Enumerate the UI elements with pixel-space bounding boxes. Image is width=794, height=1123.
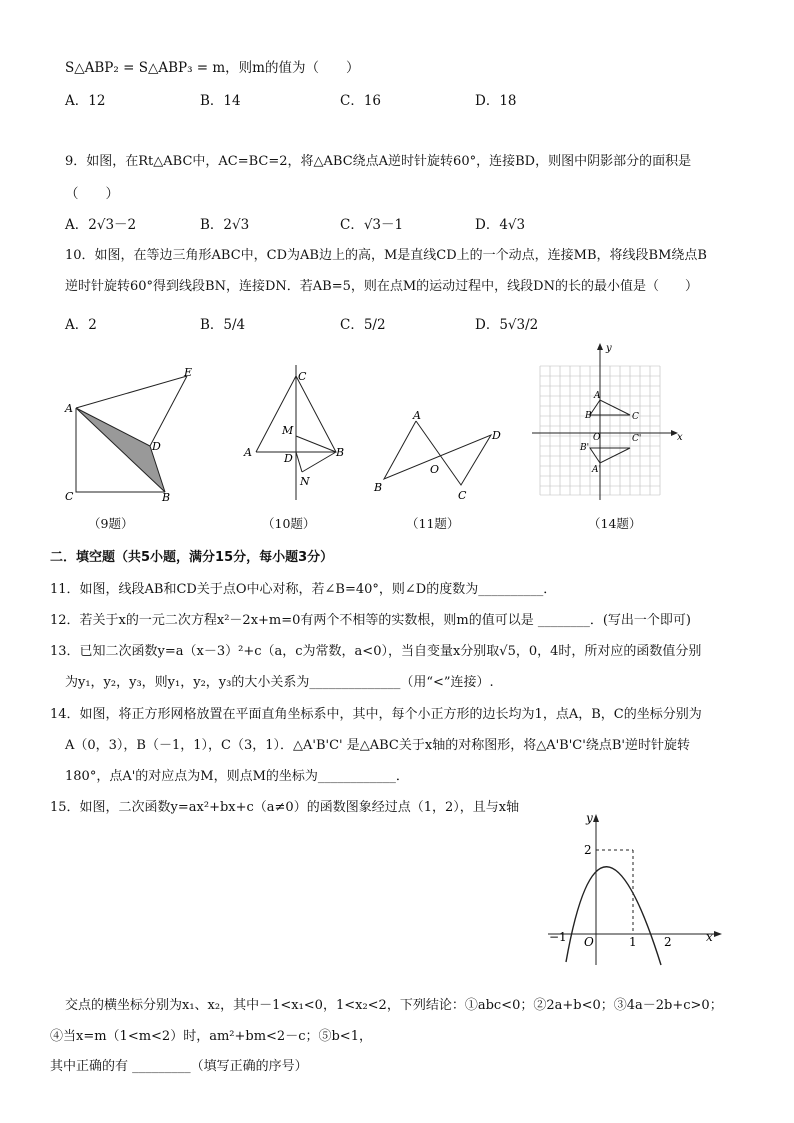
fig15-label-two-x: 2 xyxy=(664,935,672,949)
q10-option-d: D．5√3/2 xyxy=(475,317,539,333)
fig14-label-b: B xyxy=(585,411,592,421)
fig14-label-o: O xyxy=(593,433,601,443)
q9-line2: （ ） xyxy=(65,186,119,202)
fig14-label-x: x xyxy=(677,432,683,443)
q10-option-b: B．5/4 xyxy=(200,317,246,333)
q13-line1: 13．已知二次函数y=a（x－3）²+c（a，c为常数，a<0），当自变量x分别取√5，0，4时，所对应的函数值分别 xyxy=(50,644,702,659)
fig11-label-a: A xyxy=(413,409,421,422)
q9-option-a: A．2√3－2 xyxy=(65,217,137,233)
fig14-label-c: C xyxy=(632,412,639,422)
fig11-label-c: C xyxy=(458,489,467,502)
q15-line3: ④当x=m（1<m<2）时，am²+bm<2－c；⑤b<1， xyxy=(50,1029,372,1044)
fig9-label-a: A xyxy=(65,402,73,415)
fig14-label-a-prime: A' xyxy=(592,465,601,475)
fig14-label-y: y xyxy=(606,343,612,354)
fig10-label-c: C xyxy=(298,370,307,383)
q11-text: 11．如图，线段AB和CD关于点O中心对称，若∠B=40°，则∠D的度数为__________． xyxy=(50,582,557,597)
caption-fig-10: （10题） xyxy=(262,516,316,531)
q8-option-d: D．18 xyxy=(475,93,517,109)
q8-option-c: C．16 xyxy=(340,93,382,109)
fig10-label-m: M xyxy=(282,424,294,437)
caption-fig-11: （11题） xyxy=(406,516,460,531)
q8-option-b: B．14 xyxy=(200,93,241,109)
q10-option-a: A．2 xyxy=(65,317,97,333)
q8-option-a: A．12 xyxy=(65,93,106,109)
q9-option-b: B．2√3 xyxy=(200,217,250,233)
section-2-heading: 二．填空题（共5小题，满分15分，每小题3分） xyxy=(50,550,334,565)
caption-fig-14: （14题） xyxy=(588,516,642,531)
fig11-label-o: O xyxy=(430,463,440,476)
q12-text: 12．若关于x的一元二次方程x²－2x+m=0有两个不相等的实数根，则m的值可以是 ________．(写出一个即可) xyxy=(50,613,692,628)
fig15-label-neg-one: −1 xyxy=(549,930,567,944)
q14-line3: 180°，点A'的对应点为M，则点M的坐标为____________． xyxy=(65,769,409,784)
fig15-label-x: x xyxy=(706,930,713,944)
q10-option-c: C．5/2 xyxy=(340,317,386,333)
fig15-label-two-y: 2 xyxy=(584,843,592,857)
fig10-label-a: A xyxy=(244,446,252,459)
figure-11 xyxy=(370,405,510,505)
figure-14-grid xyxy=(530,340,690,505)
q9-option-d: D．4√3 xyxy=(475,217,526,233)
fig11-label-d: D xyxy=(492,429,501,442)
q13-line2: 为y₁，y₂，y₃，则y₁，y₂，y₃的大小关系为______________（用“<”连接）. xyxy=(65,675,494,690)
fig10-label-b: B xyxy=(336,446,345,459)
figure-9 xyxy=(60,360,210,505)
q15-line4: 其中正确的有 _________（填写正确的序号） xyxy=(50,1059,308,1074)
fig9-label-b: B xyxy=(162,491,171,504)
fig9-label-d: D xyxy=(152,440,161,453)
q9-option-c: C．√3－1 xyxy=(340,217,404,233)
q9-line1: 9．如图，在Rt△ABC中，AC=BC=2，将△ABC绕点A逆时针旋转60°，连接BD，则图中阴影部分的面积是 xyxy=(65,154,692,169)
fig9-label-c: C xyxy=(65,490,74,503)
fig9-label-e: E xyxy=(184,366,193,379)
fig14-label-c-prime: C' xyxy=(632,434,642,444)
fig15-label-one: 1 xyxy=(629,935,637,949)
fig14-label-b-prime: B' xyxy=(580,443,590,453)
fig10-label-d: D xyxy=(284,452,293,465)
q14-line1: 14．如图，将正方形网格放置在平面直角坐标系中，其中，每个小正方形的边长均为1，点A，B，C的坐标分别为 xyxy=(50,707,702,722)
q15-line2: 交点的横坐标分别为x₁、x₂，其中－1<x₁<0，1<x₂<2，下列结论：①abc<0；②2a+b<0；③4a－2b+c>0； xyxy=(65,998,723,1013)
fig15-label-y: y xyxy=(586,811,593,825)
figure-15-parabola xyxy=(540,810,730,968)
fig10-label-n: N xyxy=(300,475,310,488)
fig14-label-a: A xyxy=(594,391,601,401)
q14-line2: A（0，3），B（－1，1），C（3，1）．△A'B'C' 是△ABC关于x轴的对称图形，将△A'B'C'绕点B'逆时针旋转 xyxy=(65,738,690,753)
figure-10 xyxy=(240,360,350,505)
fig15-label-origin: O xyxy=(584,935,594,949)
q8-stem: S△ABP₂ = S△ABP₃ = m，则m的值为（ ） xyxy=(65,60,360,76)
q10-line1: 10．如图，在等边三角形ABC中，CD为AB边上的高，M是直线CD上的一个动点，连接MB，将线段BM绕点B xyxy=(65,248,707,263)
caption-fig-9: （9题） xyxy=(88,516,134,531)
q15-line1: 15．如图，二次函数y=ax²+bx+c（a≠0）的函数图象经过点（1，2），且与x轴 xyxy=(50,800,520,815)
q10-line2: 逆时针旋转60°得到线段BN，连接DN．若AB=5，则在点M的运动过程中，线段DN的长的最小值是（ ） xyxy=(65,279,698,294)
fig11-label-b: B xyxy=(374,481,383,494)
